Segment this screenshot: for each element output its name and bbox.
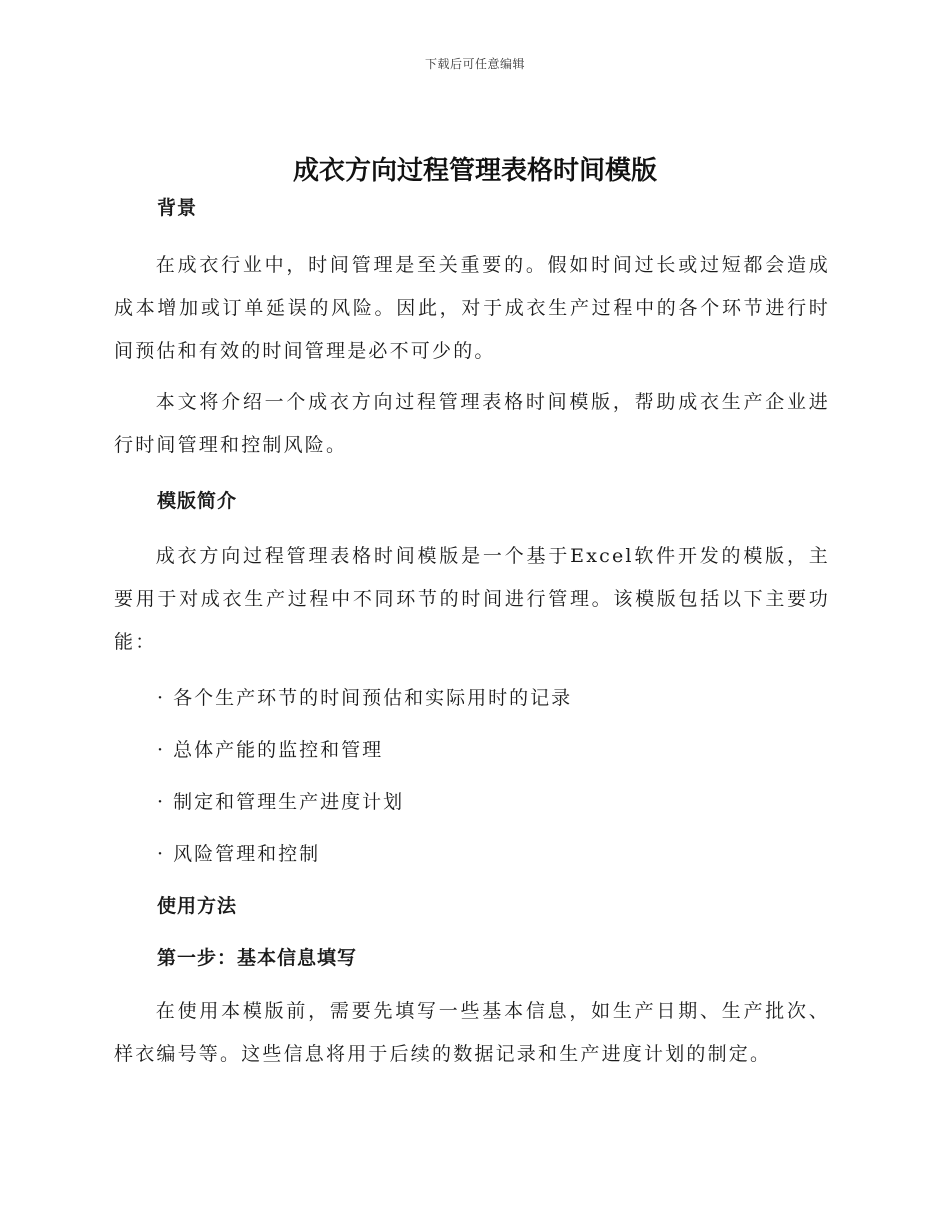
background-paragraph-2: 本文将介绍一个成衣方向过程管理表格时间模版，帮助成衣生产企业进行时间管理和控制风险。: [114, 391, 830, 456]
document-body: [114, 192, 830, 1076]
section-heading-usage: 使用方法: [157, 895, 238, 917]
step1-paragraph: 在使用本模版前，需要先填写一些基本信息，如生产日期、生产批次、样衣编号等。这些信息将用于后续的数据记录和生产进度计划的制定。: [114, 1000, 830, 1065]
intro-paragraph-1: 成衣方向过程管理表格时间模版是一个基于Excel软件开发的模版，主要用于对成衣生产过程中不同环节的时间进行管理。该模版包括以下主要功能：: [114, 545, 830, 653]
section-heading-intro: 模版简介: [157, 490, 238, 512]
intro-bullet-2: · 总体产能的监控和管理: [157, 739, 384, 761]
intro-bullet-3: · 制定和管理生产进度计划: [157, 791, 405, 813]
intro-bullet-1: · 各个生产环节的时间预估和实际用时的记录: [157, 687, 573, 709]
intro-bullet-4: · 风险管理和控制: [157, 843, 321, 865]
step1-heading: 第一步：基本信息填写: [157, 947, 358, 969]
background-paragraph-1: 在成衣行业中，时间管理是至关重要的。假如时间过长或过短都会造成成本增加或订单延误的风险。因此，对于成衣生产过程中的各个环节进行时间预估和有效的时间管理是必不可少的。: [114, 254, 830, 362]
page-header-note: 下载后可任意编辑: [424, 57, 525, 71]
section-heading-background: 背景: [157, 197, 198, 219]
document-title: 成衣方向过程管理表格时间模版: [292, 156, 657, 186]
